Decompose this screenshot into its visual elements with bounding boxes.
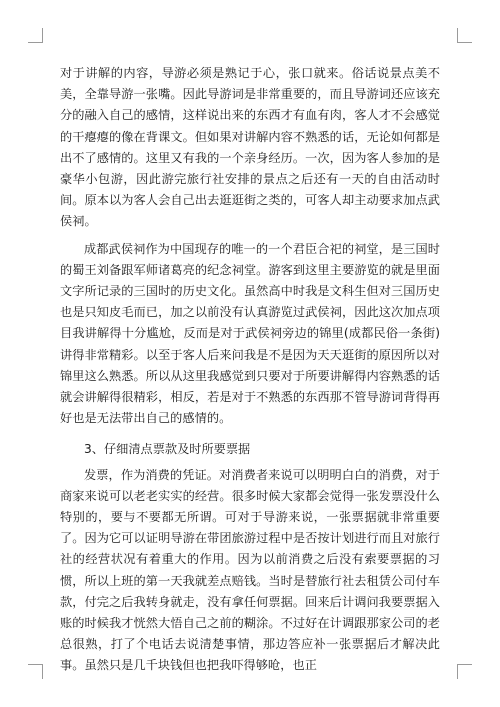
document-body (60, 63, 440, 677)
crop-mark-bottom-left (28, 664, 43, 679)
section-heading: 3、仔细清点票款及时所要票据 (84, 442, 251, 457)
crop-mark-bottom-right (457, 664, 472, 679)
crop-mark-top-left (28, 28, 43, 43)
crop-mark-top-right (457, 28, 472, 43)
paragraph-3: 发票，作为消费的凭证。对消费者来说可以明明白白的消费，对于商家来说可以老老实实的经营。很多时候大家都会觉得一张发票没什么特别的，要与不要都无所谓。可对于导游来说，一张票据就非常重要了。因为它可以证明导游在带团旅游过程中是否按计划进行而且对旅行社的经营状况有着重大的作用。因为以前消费之后没有索要票据的习惯，所以上班的第一天我就差点赔钱。当时是替旅行社去租赁公司付车款，付完之后我转身就走，没有拿任何票据。回来后计调问我要票据入账的时候我才恍然大悟自己之前的糊涂。不过好在计调跟那家公司的老总很熟，打了个电话去说清楚事情，那边答应补一张票据后才解决此事。虽然只是几千块钱但也把我吓得够呛，也正 (60, 467, 440, 673)
paragraph-1: 对于讲解的内容，导游必须是熟记于心，张口就来。俗话说景点美不美，全靠导游一张嘴。因此导游词是非常重要的，而且导游词还应该充分的融入自己的感情，这样说出来的东西才有血有肉，客人才不会感觉的干瘪瘪的像在背课文。但如果对讲解内容不熟悉的话，无论如何都是出不了感情的。这里又有我的一个亲身经历。一次，因为客人参加的是豪华小包游，因此游完旅行社安排的景点之后还有一天的自由活动时间。原本以为客人会自己出去逛逛街之类的，可客人却主动要求加点武侯祠。 (60, 66, 440, 229)
paragraph-2: 成都武侯祠作为中国现存的唯一的一个君臣合祀的祠堂，是三国时的蜀王刘备跟军师诸葛亮的纪念祠堂。游客到这里主要游览的就是里面文字所记录的三国时的历史文化。虽然高中时我是文科生但对三国历史也是只知皮毛而已，加之以前没有认真游览过武侯祠，因此这次加点项目我讲解得十分尴尬，反而是对于武侯祠旁边的锦里(成都民俗一条街)讲得非常精彩。以至于客人后来问我是不是因为天天逛街的原因所以对锦里这么熟悉。所以从这里我感觉到只要对于所要讲解得内容熟悉的话就会讲解得很精彩，相反，若是对于不熟悉的东西那不管导游词背得再好也是无法带出自己的感情的。 (60, 241, 440, 426)
